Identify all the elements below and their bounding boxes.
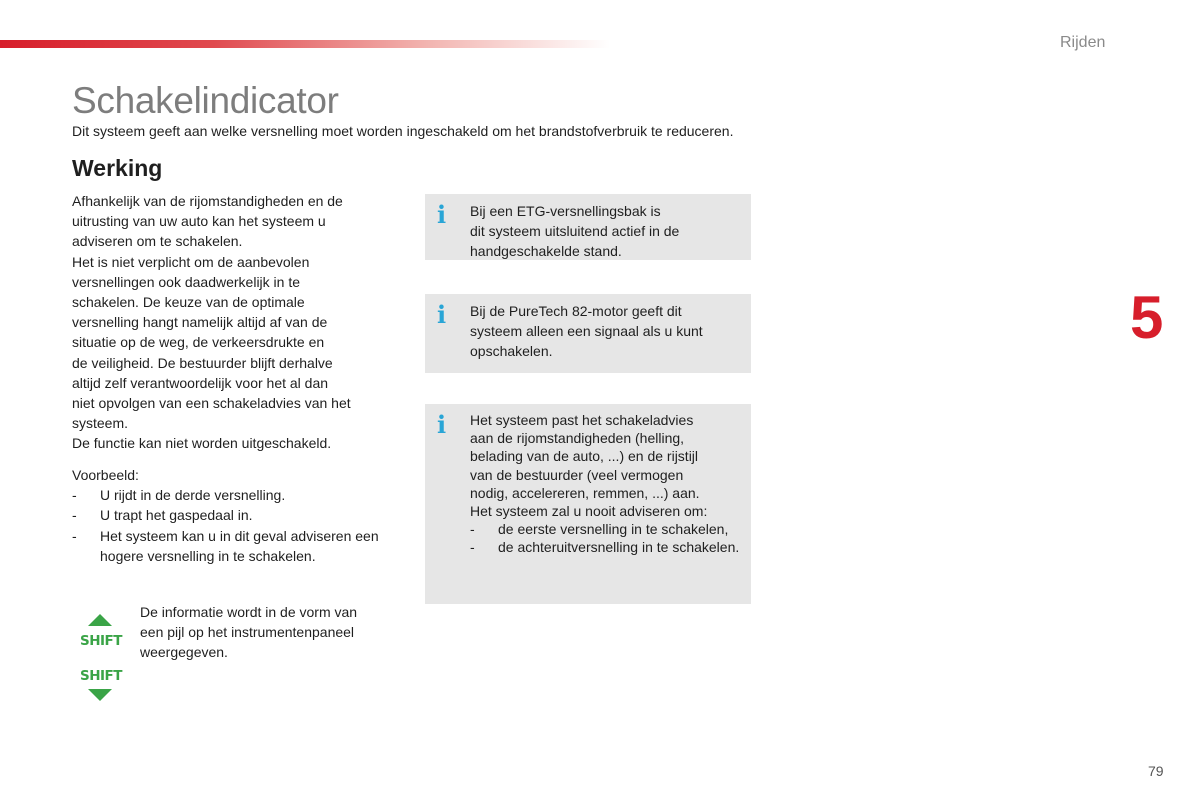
shift-down-label: SHIFT	[80, 668, 122, 684]
shift-description	[140, 602, 390, 663]
section-label: Rijden	[1060, 34, 1106, 51]
werking-paragraph	[72, 191, 392, 454]
section-heading-werking: Werking	[72, 155, 163, 181]
top-color-stripe	[0, 40, 610, 48]
info-box-etg	[425, 194, 751, 260]
paragraph-line: De functie kan niet worden uitgeschakeld.	[72, 435, 332, 452]
shift-up-arrow-icon	[88, 614, 112, 626]
info-text	[470, 201, 741, 262]
info-line: nodig, accelereren, remmen, ...) aan.	[470, 484, 700, 501]
paragraph-line: versnelling hangt namelijk altijd af van de	[72, 314, 328, 331]
list-dash: -	[72, 527, 77, 544]
shift-indicator-icon	[78, 610, 124, 706]
paragraph-line: schakelen. De keuze van de optimale	[72, 294, 305, 311]
info-list	[470, 520, 741, 556]
info-icon: i	[437, 200, 447, 229]
info-list-item: - de eerste versnelling in te schakelen,	[470, 521, 729, 538]
info-box-advice	[425, 404, 751, 604]
example-list	[72, 485, 392, 566]
list-dash: -	[72, 507, 77, 524]
paragraph-line: de veiligheid. De bestuurder blijft derhalve	[72, 354, 333, 371]
paragraph-line: versnellingen ook daadwerkelijk in te	[72, 273, 301, 290]
paragraph-line: adviseren om te schakelen.	[72, 233, 243, 250]
info-icon: i	[437, 300, 447, 329]
paragraph-line: systeem.	[72, 415, 129, 432]
paragraph-line: uitrusting van uw auto kan het systeem u	[72, 213, 326, 230]
info-list-item: - de achteruitversnelling in te schakelen.	[470, 539, 740, 556]
list-dash: -	[72, 487, 77, 504]
paragraph-line: Het is niet verplicht om de aanbevolen	[72, 253, 310, 270]
page-title: Schakelindicator	[72, 80, 339, 121]
description-line: een pijl op het instrumentenpaneel	[140, 624, 355, 641]
info-text	[470, 411, 741, 557]
info-line: belading van de auto, ...) en de rijstijl	[470, 448, 699, 465]
example-block	[72, 465, 392, 566]
shift-down-arrow-icon	[88, 689, 112, 701]
info-line: opschakelen.	[470, 343, 553, 360]
info-line: Bij de PureTech 82-motor geeft dit	[470, 303, 682, 319]
list-dash: -	[470, 521, 475, 538]
info-line: Het systeem zal u nooit adviseren om:	[470, 503, 708, 520]
info-text	[470, 301, 741, 362]
info-icon: i	[437, 410, 447, 439]
paragraph-line: Afhankelijk van de rijomstandigheden en de	[72, 193, 343, 209]
info-line: systeem alleen een signaal als u kunt	[470, 323, 703, 340]
list-dash: -	[470, 539, 475, 556]
paragraph-line: niet opvolgen van een schakeladvies van het	[72, 395, 351, 412]
chapter-number: 5	[1130, 284, 1164, 351]
paragraph-line: situatie op de weg, de verkeersdrukte en	[72, 334, 325, 351]
example-item: - Het systeem kan u in dit geval adviseren een hogere versnelling in te schakelen.	[72, 527, 379, 564]
paragraph-line: altijd zelf verantwoordelijk voor het al dan	[72, 374, 329, 391]
description-line: weergegeven.	[140, 644, 228, 661]
info-line: dit systeem uitsluitend actief in de	[470, 223, 680, 240]
example-item: - U trapt het gaspedaal in.	[72, 505, 392, 525]
description-line: De informatie wordt in de vorm van	[140, 604, 358, 620]
example-item: - U rijdt in de derde versnelling.	[72, 485, 392, 505]
info-line: aan de rijomstandigheden (helling,	[470, 430, 685, 447]
info-line: van de bestuurder (veel vermogen	[470, 466, 684, 483]
example-label: Voorbeeld:	[72, 467, 139, 483]
info-line: Bij een ETG-versnellingsbak is	[470, 203, 661, 219]
page-number: 79	[1148, 763, 1164, 779]
intro-text: Dit systeem geeft aan welke versnelling moet worden ingeschakeld om het brandstofverbruik te reduceren.	[72, 123, 734, 139]
info-box-puretech	[425, 294, 751, 373]
shift-up-label: SHIFT	[80, 633, 122, 649]
info-line: handgeschakelde stand.	[470, 243, 622, 260]
info-line: Het systeem past het schakeladvies	[470, 412, 694, 428]
